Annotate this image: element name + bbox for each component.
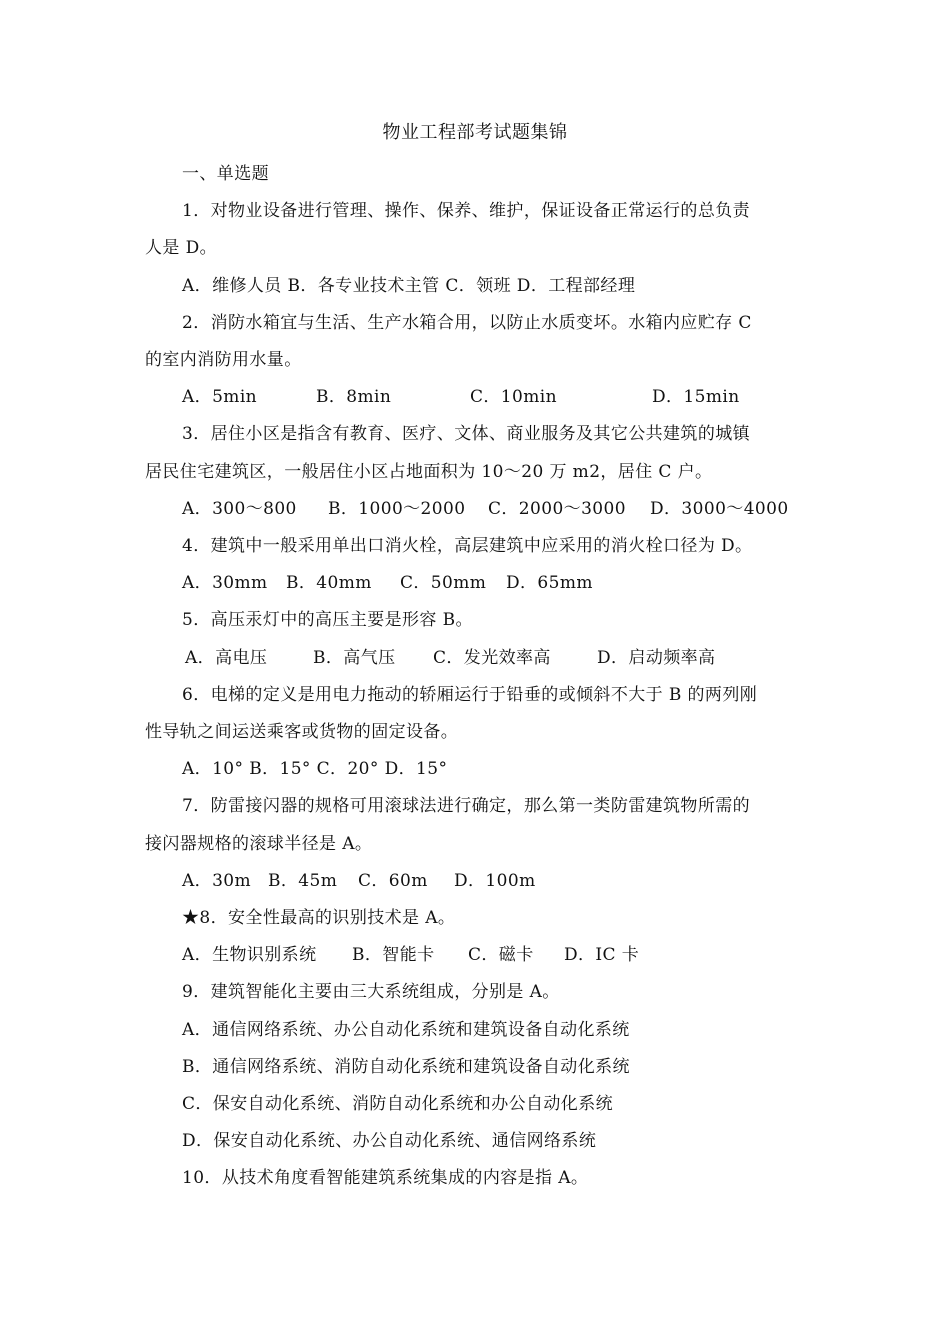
section-heading: 一、单选题 <box>182 164 269 184</box>
question-5-options <box>145 640 813 677</box>
question-4-text: 4．建筑中一般采用单出口消火栓，高层建筑中应采用的消火栓口径为 D。 <box>182 536 753 557</box>
option-b: B．8min <box>316 387 392 408</box>
option-a: A．5min <box>182 387 257 408</box>
option-c: C．发光效率高 <box>433 647 551 668</box>
option-d: D．65mm <box>506 573 593 594</box>
question-3-text-cont: 居民住宅建筑区，一般居住小区占地面积为 10～20 万 m2，居住 C 户。 <box>145 461 713 482</box>
option-d: D．IC 卡 <box>564 945 640 966</box>
option-c: C．磁卡 <box>468 945 534 966</box>
question-6-text-cont: 性导轨之间运送乘客或货物的固定设备。 <box>145 722 459 743</box>
option-a: A．30m <box>182 870 252 891</box>
question-5-text: 5．高压汞灯中的高压主要是形容 B。 <box>182 610 473 631</box>
question-9-option-c: C．保安自动化系统、消防自动化系统和办公自动化系统 <box>182 1094 614 1115</box>
option-c: C．2000～3000 <box>488 498 626 519</box>
question-1-text-cont: 人是 D。 <box>145 238 218 259</box>
option-d: D．15min <box>652 387 740 408</box>
question-7-text: 7．防雷接闪器的规格可用滚球法进行确定，那么第一类防雷建筑物所需的 <box>182 796 751 817</box>
option-b: B．45m <box>268 870 338 891</box>
question-10-text: 10．从技术角度看智能建筑系统集成的内容是指 A。 <box>182 1168 589 1189</box>
document-title: 物业工程部考试题集锦 <box>382 122 568 143</box>
question-1-text: 1．对物业设备进行管理、操作、保养、维护，保证设备正常运行的总负责 <box>182 201 751 222</box>
option-b: B．高气压 <box>313 647 396 668</box>
option-a: A．30mm <box>182 573 268 594</box>
question-7-options <box>145 863 813 900</box>
question-9-option-d: D．保安自动化系统、办公自动化系统、通信网络系统 <box>182 1131 597 1152</box>
document-body <box>145 156 813 1198</box>
option-a: A．生物识别系统 <box>182 945 317 966</box>
option-a: A．300～800 <box>182 498 297 519</box>
question-4-options <box>145 565 813 602</box>
option-c: C．10min <box>470 387 557 408</box>
question-9-option-a: A．通信网络系统、办公自动化系统和建筑设备自动化系统 <box>182 1019 630 1040</box>
question-9-text: 9．建筑智能化主要由三大系统组成，分别是 A。 <box>182 982 560 1003</box>
question-1-options: A．维修人员 B．各专业技术主管 C．领班 D．工程部经理 <box>182 275 636 296</box>
question-3-options <box>145 491 813 528</box>
option-b: B．1000～2000 <box>328 498 466 519</box>
question-8-options <box>145 937 813 974</box>
option-a: A．高电压 <box>185 647 268 668</box>
option-d: D．启动频率高 <box>597 647 716 668</box>
question-3-text: 3．居住小区是指含有教育、医疗、文体、商业服务及其它公共建筑的城镇 <box>182 424 751 445</box>
option-d: D．100m <box>454 870 536 891</box>
question-8-text: ★8．安全性最高的识别技术是 A。 <box>182 908 456 929</box>
question-6-options: A．10° B．15° C．20° D．15° <box>182 759 448 780</box>
question-9-option-b: B．通信网络系统、消防自动化系统和建筑设备自动化系统 <box>182 1056 630 1077</box>
option-b: B．智能卡 <box>352 945 435 966</box>
option-c: C．50mm <box>400 573 487 594</box>
option-d: D．3000～4000 <box>650 498 789 519</box>
question-2-text: 2．消防水箱宜与生活、生产水箱合用，以防止水质变坏。水箱内应贮存 C <box>182 312 752 333</box>
question-6-text: 6．电梯的定义是用电力拖动的轿厢运行于铅垂的或倾斜不大于 B 的两列刚 <box>182 684 758 705</box>
question-2-options <box>145 379 813 416</box>
option-c: C．60m <box>358 870 428 891</box>
question-7-text-cont: 接闪器规格的滚球半径是 A。 <box>145 833 373 854</box>
option-b: B．40mm <box>286 573 372 594</box>
question-2-text-cont: 的室内消防用水量。 <box>145 350 302 371</box>
